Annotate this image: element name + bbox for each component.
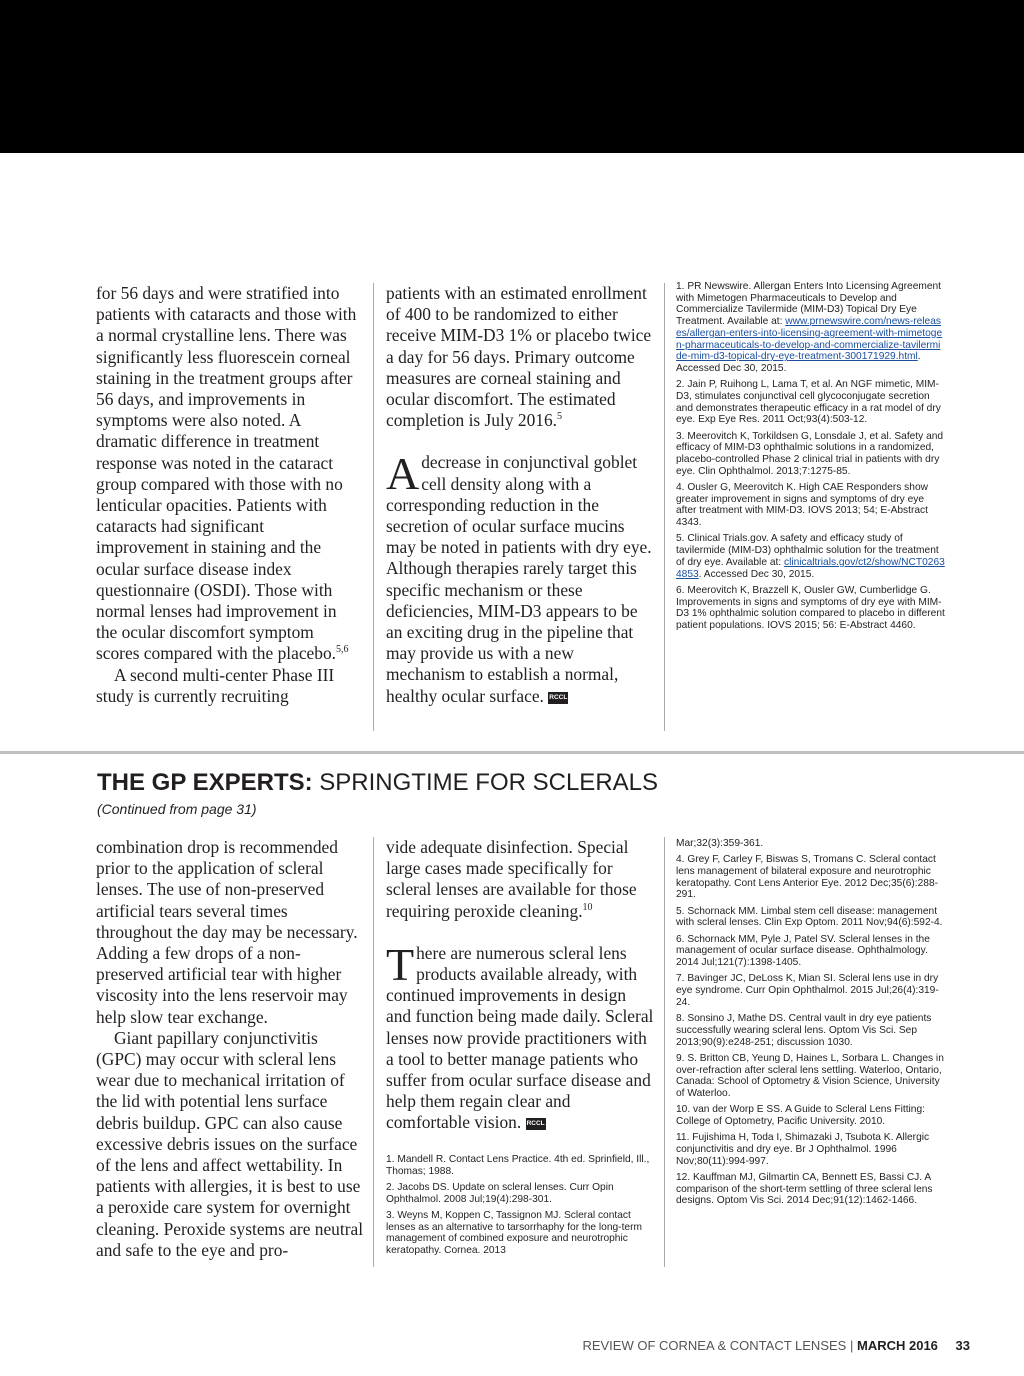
header-bar bbox=[0, 0, 1024, 153]
reference-item: 8. Sonsino J, Mathe DS. Central vault in dry eye patients successfully wearing scleral lens. Optom Vis Sci. Sep 2013;90(9):e248-251; discussion 1030. bbox=[676, 1013, 932, 1048]
page-footer bbox=[582, 1338, 970, 1353]
bottom-col2-paragraph-1: vide adequate disinfection. Special large cases made specifically for scleral lenses are available for those requiring peroxide cleaning.$^{10}$ bbox=[386, 837, 637, 921]
top-column-2 bbox=[386, 283, 653, 707]
column-divider bbox=[373, 283, 374, 731]
citation: 5,6 bbox=[336, 644, 349, 656]
issue-date: MARCH 2016 bbox=[856, 1338, 938, 1353]
top-col2-paragraph-1: patients with an estimated enrollment of 400 to be randomized to either receive MIM-D3 1% or placebo twice a day for 56 days. Primary outcome measures are corneal staining and ocular discomfort. The estimated completion is July 2016.$^5$ bbox=[386, 283, 652, 431]
reference-item: 4. Grey F, Carley F, Biswas S, Tromans C. Scleral contact lens management of bilateral exposure and neurotrophic keratopathy. Cont Lens Anterior Eye. 2012 Dec;35(6):288-291. bbox=[676, 854, 939, 901]
reference-item: 11. Fujishima H, Toda I, Shimazaki J, Tsubota K. Allergic conjunctivitis and dry eye. Br J Ophthalmol. 1996 Nov;80(11):994-997. bbox=[676, 1132, 930, 1167]
top-references bbox=[676, 281, 946, 636]
top-col1-paragraph-1: for 56 days and were stratified into patients with cataracts and those with a normal crystalline lens. There was significantly less fluorescein corneal staining in the treatment groups after 56 days, and improvements in symptoms were also noted. A dramatic difference in treatment response was noted in the cataract group compared with those with no lenticular opacities. Patients with cataracts had significant improvement in staining and the ocular surface disease index questionnaire (OSDI). Those with normal lenses had improvement in the ocular discomfort symptom scores compared with the placebo.$^{5,6}$ bbox=[96, 283, 357, 664]
reference-item: 6. Meerovitch K, Brazzell K, Ousler GW, Cumberlidge G. Improvements in signs and symptoms of dry eye with MIM-D3 1% ophthalmic solution compared to placebo in different patient populations. IOVS 2015; 56: E-Abstract 4460. bbox=[676, 584, 945, 631]
reference-item: 5. Schornack MM. Limbal stem cell disease: management with scleral lenses. Clin Exp Optom. 2011 Nov;94(6):592-4. bbox=[676, 905, 943, 929]
reference-item: 1. PR Newswire. Allergan Enters Into Licensing Agreement with Mimetogen Pharmaceuticals to Develop and Commercialize Tavilermide (MIM-D3) Topical Dry Eye Treatment. Available at: www.prnewswire.com/news-releases/allergan-enters-into-licensing-agreement-with-mimetogen-pharmaceuticals-to-develop-and-commercialize-tavilermide-mim-d3-topical-dry-eye-treatment-300171929.html. Accessed Dec 30, 2015. bbox=[676, 281, 943, 374]
top-col1-paragraph-2: A second multi-center Phase III study is currently recruiting bbox=[96, 664, 335, 706]
drop-cap: A bbox=[386, 448, 420, 500]
citation: 10 bbox=[582, 901, 593, 913]
reference-item: 2. Jacobs DS. Update on scleral lenses. Curr Opin Ophthalmol. 2008 Jul;19(4):298-301. bbox=[386, 1182, 614, 1205]
reference-item: 4. Ousler G, Meerovitch K. High CAE Responders show greater improvement in signs and symptoms of dry eye after treatment with MIM-D3. IOVS 2013; 54; E-Abstract 4343. bbox=[676, 482, 928, 529]
reference-item: 5. Clinical Trials.gov. A safety and efficacy study of tavilermide (MIM-D3) ophthalmic solution for the treatment of dry eye. Available at: clinicaltrials.gov/ct2/show/NCT02634853. Accessed Dec 30, 2015. bbox=[676, 533, 945, 580]
reference-item: 2. Jain P, Ruihong L, Lama T, et al. An NGF mimetic, MIM-D3, stimulates conjunctival cell glycoconjugate secretion and demonstrates therapeutic efficacy in a rat model of dry eye. Exp Eye Res. 2011 Oct;93(4):503-12. bbox=[676, 379, 941, 426]
reference-link[interactable]: www.prnewswire.com/news-releases/allergan-enters-into-licensing-agreement-with-mimetogen-pharmaceuticals-to-develop-and-commercialize-tavilermide-mim-d3-topical-dry-eye-treatment-300171929.html bbox=[676, 316, 943, 363]
column-divider bbox=[664, 837, 665, 1267]
reference-item: 3. Weyns M, Koppen C, Tassignon MJ. Scleral contact lenses as an alternative to tarsorrhaphy for the long-term management of combined exposure and neurotrophic keratopathy. Cornea. 2013 bbox=[386, 1210, 642, 1257]
journal-name: REVIEW OF CORNEA & CONTACT LENSES bbox=[582, 1338, 847, 1353]
bottom-col1-paragraph-2: Giant papillary conjunctivitis (GPC) may occur with scleral lens wear due to mechanical irritation of the lid with potential lens surface debris buildup. GPC can also cause excessive debris issues on the surface of the lens and affect wettability. In patients with allergies, it is best to use a peroxide care system for overnight cleaning. Peroxide systems are neutral and safe to the eye and pro- bbox=[96, 1027, 364, 1260]
citation: 5 bbox=[557, 411, 563, 423]
bottom-col3-references bbox=[676, 838, 946, 1212]
bottom-col2-paragraph-2: There are numerous scleral lens products available already, with continued improvements in design and function being made daily. Scleral lenses now provide practitioners with a tool to better manage patients who suffer from ocular surface disease and help them regain clear and comfortable vision. RCCL bbox=[386, 938, 654, 1133]
reference-item: 7. Bavinger JC, DeLoss K, Mian SI. Scleral lens use in dry eye syndrome. Curr Opin Ophthalmol. 2015 Jul;26(4):319-24. bbox=[676, 973, 939, 1008]
bottom-col1-paragraph-1: combination drop is recommended prior to the application of scleral lenses. The use of non-preserved artificial tears several times throughout the day may be necessary. Adding a few drops of a non-preserved artificial tear with higher viscosity into the lens reservoir may help slow tear exchange. bbox=[96, 837, 358, 1027]
section-title: THE GP EXPERTS: SPRINGTIME FOR SCLERALS bbox=[97, 769, 659, 796]
reference-item: 12. Kauffman MJ, Gilmartin CA, Bennett ES, Bassi CJ. A comparison of the short-term settling of three scleral lens designs. Optom Vis Sci. 2014 Dec;91(12):1462-1466. bbox=[676, 1171, 933, 1207]
top-col2-paragraph-2: Adecrease in conjunctival goblet cell density along with a corresponding reduction in the secretion of ocular surface mucins may be noted in patients with dry eye. Although therapies rarely target this specific mechanism or these deficiencies, MIM-D3 appears to be an exciting drug in the pipeline that may provide us with a new mechanism to establish a normal, healthy ocular surface. RCCL bbox=[386, 448, 652, 706]
bottom-col2-references bbox=[386, 1154, 654, 1261]
footer-separator: | bbox=[849, 1338, 854, 1353]
top-column-1 bbox=[96, 283, 360, 707]
reference-link[interactable]: clinicaltrials.gov/ct2/show/NCT02634853 bbox=[676, 556, 945, 580]
reference-item: 9. S. Britton CB, Yeung D, Haines L, Sorbara L. Changes in over-refraction after scleral lens settling. Waterloo, Ontario, Canada: School of Optometry & Vision Science, University of Waterloo. bbox=[676, 1052, 944, 1099]
reference-item: 10. van der Worp E SS. A Guide to Scleral Lens Fitting: College of Optometry, Pacific University. 2010. bbox=[676, 1104, 925, 1127]
section-divider bbox=[0, 751, 1024, 754]
reference-item: 6. Schornack MM, Pyle J, Patel SV. Scleral lenses in the management of ocular surface disease. Ophthalmology. 2014 Jul;121(7):1398-1405. bbox=[676, 933, 930, 969]
bottom-column-1 bbox=[96, 837, 364, 1261]
continued-note: (Continued from page 31) bbox=[97, 801, 257, 817]
bottom-column-2 bbox=[386, 837, 654, 1134]
column-divider bbox=[664, 283, 665, 731]
end-mark-logo: RCCL bbox=[526, 1118, 546, 1130]
reference-item: 3. Meerovitch K, Torkildsen G, Lonsdale J, et al. Safety and efficacy of MIM-D3 ophthalmic solutions in a randomized, placebo-controlled Phase 2 clinical trial in patients with dry eye. Clin Ophthalmol. 2013;7:1275-85. bbox=[676, 430, 944, 477]
end-mark-logo: RCCL bbox=[548, 692, 568, 704]
drop-cap: T bbox=[386, 938, 415, 990]
reference-item: Mar;32(3):359-361. bbox=[676, 838, 764, 849]
reference-item: 1. Mandell R. Contact Lens Practice. 4th ed. Sprinfield, Ill., Thomas; 1988. bbox=[386, 1154, 650, 1177]
column-divider bbox=[373, 837, 374, 1267]
page-number: 33 bbox=[955, 1338, 970, 1353]
